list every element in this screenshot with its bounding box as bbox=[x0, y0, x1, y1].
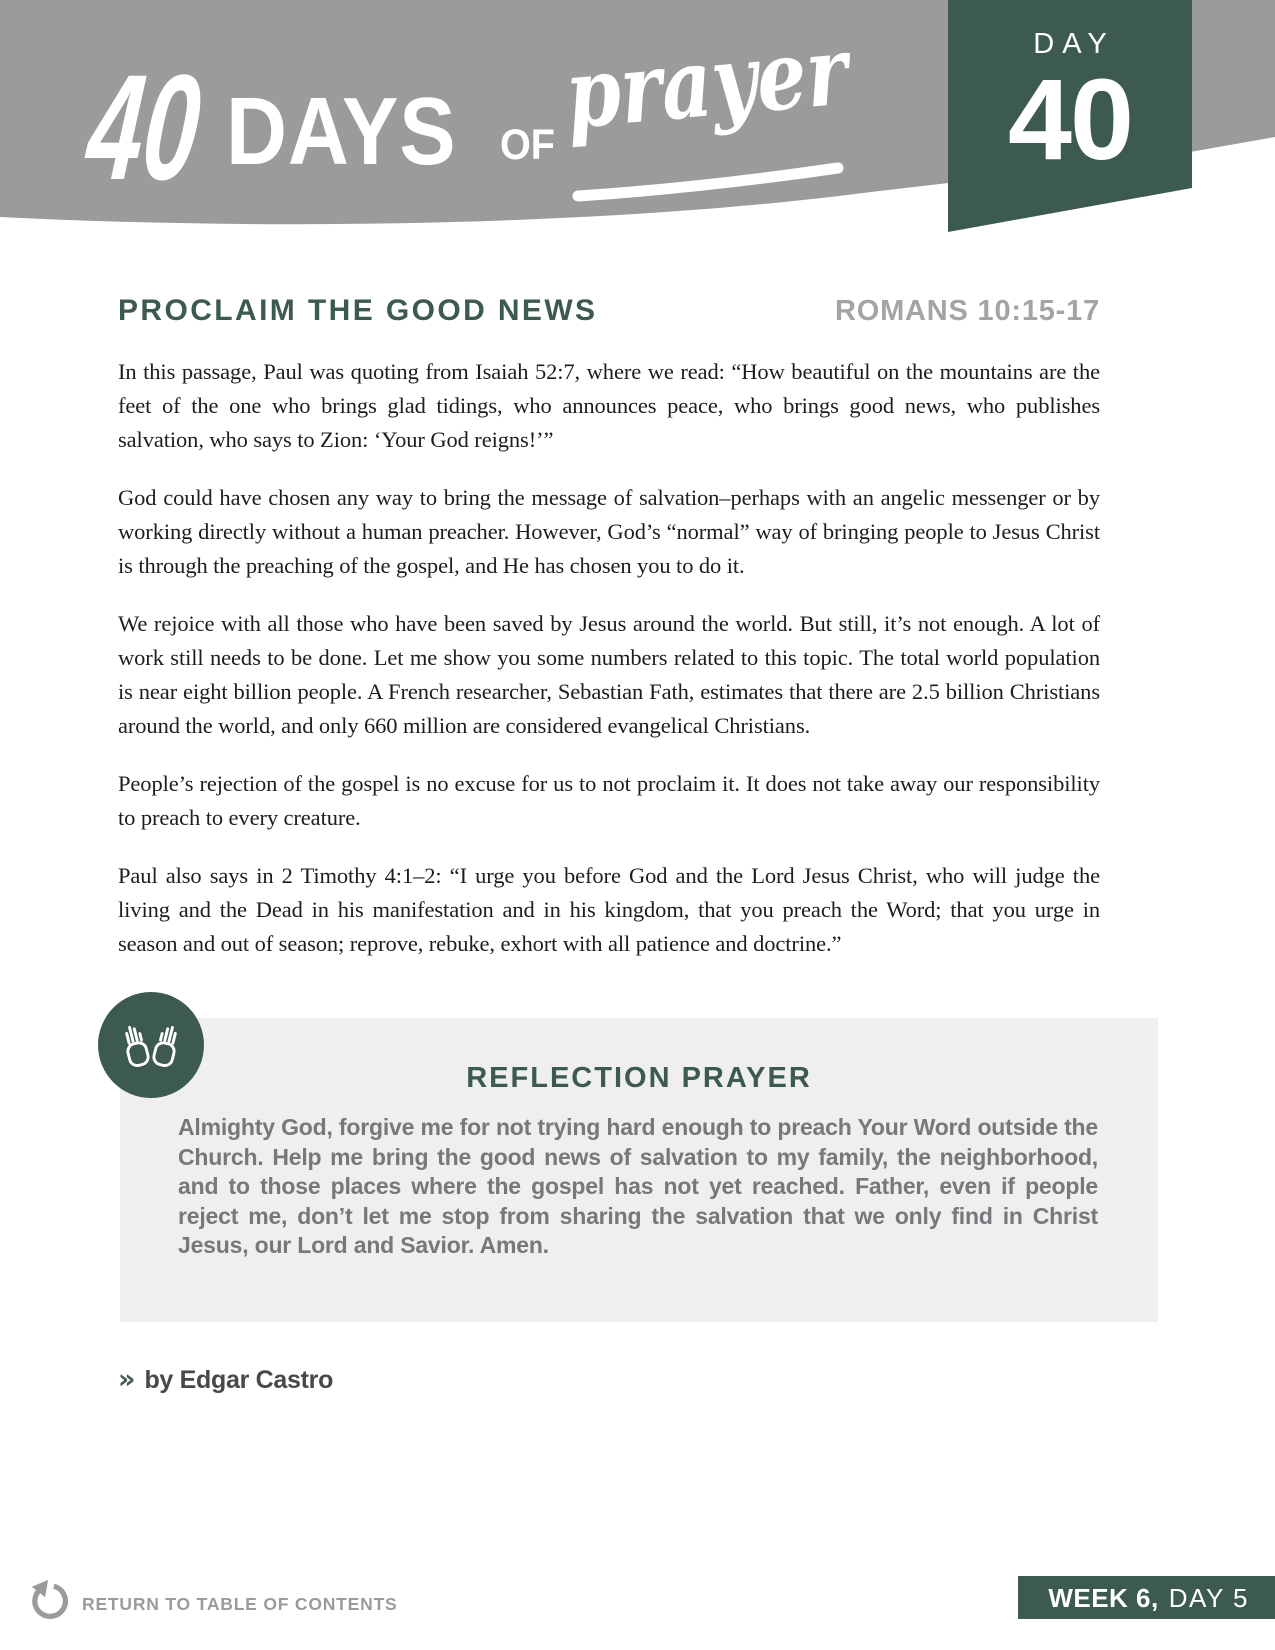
day-badge-number: 40 bbox=[1008, 56, 1132, 184]
scripture-reference: ROMANS 10:15-17 bbox=[834, 295, 1100, 327]
logo-days: DAYS bbox=[226, 78, 457, 185]
return-to-toc-label: RETURN TO TABLE OF CONTENTS bbox=[82, 1593, 398, 1614]
praying-hands-icon bbox=[98, 992, 204, 1098]
logo-prayer: prayer bbox=[561, 15, 852, 151]
logo-number: 40 bbox=[81, 43, 207, 211]
return-arrow-icon bbox=[28, 1580, 70, 1629]
reflection-heading: REFLECTION PRAYER bbox=[466, 1062, 812, 1094]
return-to-toc-link[interactable] bbox=[28, 1580, 398, 1629]
week-day-badge bbox=[1018, 1576, 1275, 1619]
week-badge-day: DAY 5 bbox=[1168, 1582, 1249, 1613]
title-row bbox=[118, 296, 1100, 326]
byline-chevrons-icon: » bbox=[118, 1364, 136, 1395]
byline-author: by Edgar Castro bbox=[144, 1366, 334, 1394]
byline bbox=[118, 1366, 333, 1393]
body-paragraph: People’s rejection of the gospel is no excuse for us to not proclaim it. It does not take away our responsibility to preach to every creature. bbox=[118, 771, 1100, 830]
body-paragraph: We rejoice with all those who have been saved by Jesus around the world. But still, it’s not enough. A lot of work still needs to be done. Let me show you some numbers related to this topic. The total world population is near eight billion people. A French researcher, Sebastian Fath, estimates that there are 2.5 billion Christians around the world, and only 660 million are considered evangelical Christians. bbox=[118, 611, 1100, 738]
reflection-prayer-text: Almighty God, forgive me for not trying hard enough to preach Your Word outside the Church. Help me bring the good news of salvation to my family, the neighborhood, and to those places where the gospel has not yet reached. Father, even if people reject me, don’t let me stop from sharing the salvation that we only find in Christ Jesus, our Lord and Savior. Amen. bbox=[178, 1114, 1098, 1259]
page-title: PROCLAIM THE GOOD NEWS bbox=[118, 294, 598, 327]
logo bbox=[0, 0, 900, 245]
day-badge-label: DAY bbox=[1033, 28, 1115, 60]
week-badge-week: WEEK 6, bbox=[1048, 1582, 1159, 1613]
body-paragraph: Paul also says in 2 Timothy 4:1–2: “I urge you before God and the Lord Jesus Christ, who will judge the living and the Dead in his manifestation and in his kingdom, that you preach the Word; that you urge in season and out of season; reprove, rebuke, exhort with all patience and doctrine.” bbox=[118, 863, 1100, 956]
logo-of: OF bbox=[500, 121, 555, 169]
day-badge bbox=[948, 0, 1192, 184]
body-paragraph: In this passage, Paul was quoting from Isaiah 52:7, where we read: “How beautiful on the mountains are the feet of the one who brings glad tidings, who announces peace, who brings good news, who publishes salvation, who says to Zion: ‘Your God reigns!’” bbox=[118, 359, 1100, 452]
reflection-prayer-box bbox=[120, 1018, 1158, 1322]
article bbox=[118, 296, 1100, 961]
body-paragraph: God could have chosen any way to bring the message of salvation–perhaps with an angelic messenger or by working directly without a human preacher. However, God’s “normal” way of bringing people to Jesus Christ is through the preaching of the gospel, and He has chosen you to do it. bbox=[118, 485, 1100, 578]
